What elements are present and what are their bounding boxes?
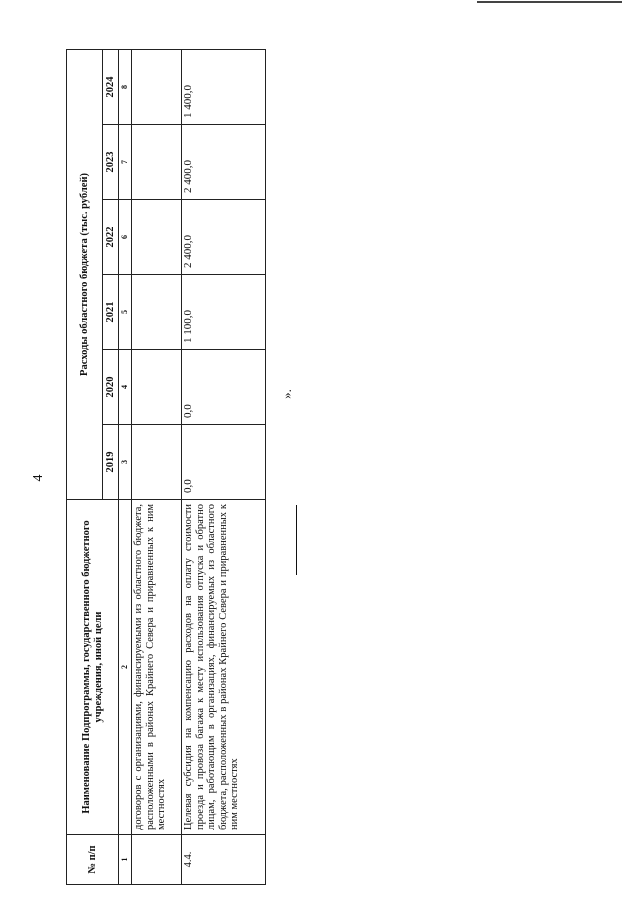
row-value: 1 400,0 xyxy=(182,49,266,124)
column-index-row xyxy=(119,49,132,884)
row-value: 0,0 xyxy=(182,350,266,425)
column-index: 7 xyxy=(119,125,132,200)
column-index: 4 xyxy=(119,350,132,425)
column-index: 5 xyxy=(119,275,132,350)
header-year: 2020 xyxy=(103,350,119,425)
row-value: 2 400,0 xyxy=(182,125,266,200)
header-expenses: Расходы областного бюджета (тыс. рублей) xyxy=(67,49,103,499)
column-index: 1 xyxy=(119,835,132,885)
header-year: 2019 xyxy=(103,425,119,500)
row-value: 2 400,0 xyxy=(182,200,266,275)
header-year: 2021 xyxy=(103,275,119,350)
row-name: договоров с организациями, финансируемыми из областного бюджета, расположенными в районах Крайнего Севера и приравненных к ним местностях xyxy=(132,500,182,835)
row-value xyxy=(132,125,182,200)
row-value xyxy=(132,275,182,350)
header-name: Наименование Подпрограммы, государственного бюджетного учреждения, иной цели xyxy=(67,500,119,835)
closing-rule xyxy=(296,505,297,575)
header-year: 2024 xyxy=(103,49,119,124)
scan-artifact-line xyxy=(477,1,622,3)
table-row xyxy=(182,49,266,884)
row-value xyxy=(132,425,182,500)
column-index: 3 xyxy=(119,425,132,500)
row-value xyxy=(132,49,182,124)
row-number: 4.4. xyxy=(182,835,266,885)
row-number xyxy=(132,835,182,885)
row-name: Целевая субсидия на компенсацию расходов на оплату стоимости проезда и провоза багажа к месту использования отпуска и обратно лицам, работающим в организациях, финансируемых из областного бюджета, расположенных в районах Крайнего Севера и приравненных к ним местностях xyxy=(182,500,266,835)
rotated-table-container xyxy=(66,50,276,885)
closing-quote: ». xyxy=(278,389,294,399)
column-index: 2 xyxy=(119,500,132,835)
column-index: 6 xyxy=(119,200,132,275)
row-value xyxy=(132,200,182,275)
header-num: № п/п xyxy=(67,835,119,885)
row-value xyxy=(132,350,182,425)
budget-table xyxy=(66,49,266,885)
header-year: 2022 xyxy=(103,200,119,275)
header-year: 2023 xyxy=(103,125,119,200)
row-value: 0,0 xyxy=(182,425,266,500)
row-value: 1 100,0 xyxy=(182,275,266,350)
column-index: 8 xyxy=(119,49,132,124)
table-row xyxy=(132,49,182,884)
page-number: 4 xyxy=(31,474,46,482)
